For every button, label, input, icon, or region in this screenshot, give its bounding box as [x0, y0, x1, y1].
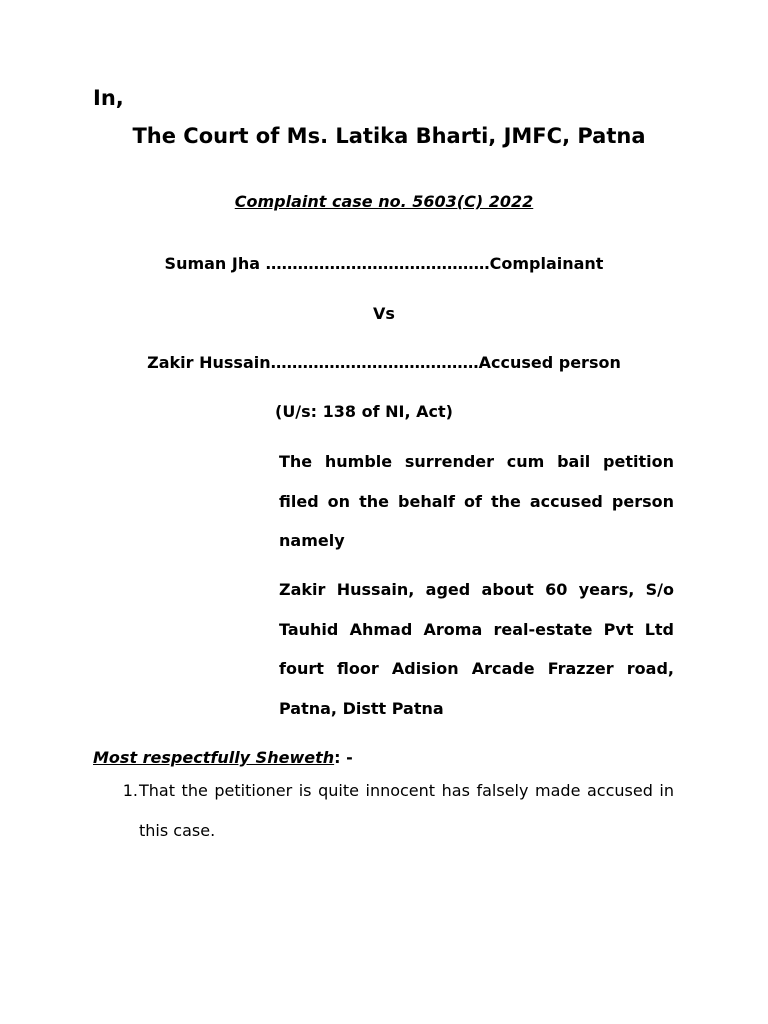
versus-label: Vs: [373, 304, 395, 323]
accused-line: Zakir Hussain…………………………………Accused person: [147, 353, 621, 372]
sheweth-heading: [93, 748, 353, 767]
petition-description: The humble surrender cum bail petition filed on the behalf of the accused person namely: [279, 452, 674, 550]
point-number: 1.: [122, 781, 138, 800]
numbered-points: [93, 771, 674, 850]
sheweth-label: Most respectfully Sheweth: [93, 748, 335, 767]
addressed-to: In,: [93, 86, 124, 110]
sheweth-suffix: : -: [334, 748, 353, 767]
court-title: The Court of Ms. Latika Bharti, JMFC, Patna: [132, 124, 646, 148]
statute-section: (U/s: 138 of NI, Act): [275, 402, 453, 421]
complainant-line: Suman Jha ……………………………………Complainant: [164, 254, 604, 273]
point-text: That the petitioner is quite innocent has falsely made accused in this case.: [139, 781, 674, 840]
list-item: [93, 771, 674, 850]
case-number: Complaint case no. 5603(C) 2022: [234, 192, 534, 211]
accused-details: Zakir Hussain, aged about 60 years, S/o Tauhid Ahmad Aroma real-estate Pvt Ltd fourt floor Adision Arcade Frazzer road, Patna, Distt Patna: [279, 580, 674, 718]
